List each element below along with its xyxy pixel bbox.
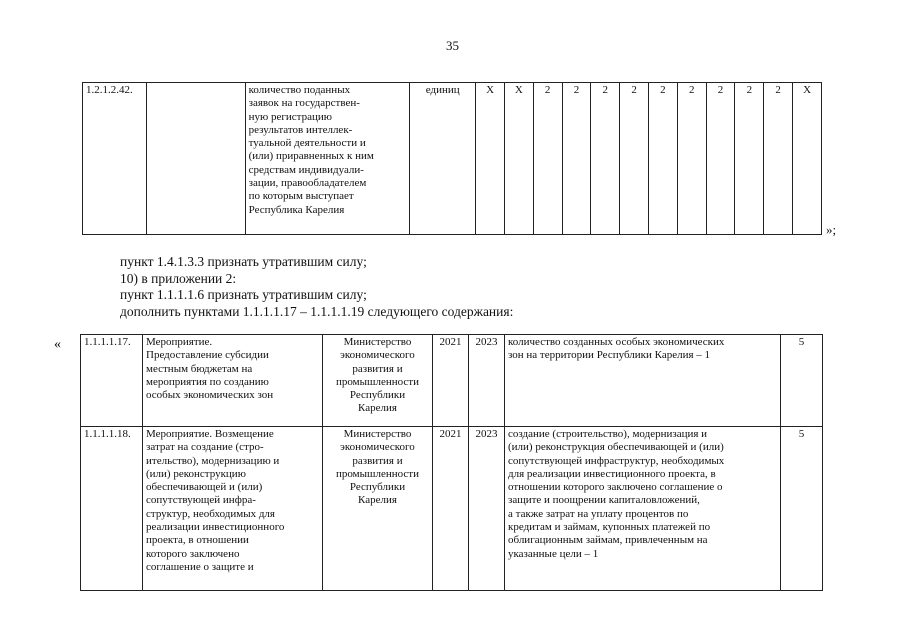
table-row [83, 83, 822, 235]
table-row [81, 335, 823, 427]
indicator-text [249, 84, 407, 217]
text-line: кредитам и займам, купонных платежей по [508, 521, 711, 534]
text-line: средствам индивидуали- [248, 163, 364, 176]
value-cell: 2 [533, 83, 562, 235]
text-line: Министерство [343, 336, 412, 348]
text-line: соглашение о защите и [146, 560, 254, 573]
text-line: отношении которого заключено соглашение о [508, 481, 723, 494]
text-line: облигационным займам, привлеченным на [508, 534, 708, 547]
text-line: промышленности [336, 375, 419, 388]
text-line: количество созданных особых экономических [508, 336, 725, 348]
result-cell [505, 427, 781, 591]
text-line: а также затрат на уплату процентов по [508, 507, 689, 520]
start-year: 2021 [433, 427, 469, 591]
text-line: проекта, в отношении [146, 534, 249, 547]
text-line: которого заключено [146, 547, 240, 560]
text-line: местным бюджетам на [146, 362, 253, 375]
text-line: сопутствующей инфра- [146, 494, 256, 507]
text-line: экономического [340, 349, 415, 362]
text-line: Предоставление субсидии [146, 349, 269, 362]
indicators-table [82, 82, 822, 235]
value-cell: Х [793, 83, 822, 235]
end-year: 2023 [469, 335, 505, 427]
value-cell: 2 [591, 83, 620, 235]
value-cell: 2 [735, 83, 764, 235]
measure-text [146, 428, 319, 574]
value-cell: 2 [677, 83, 706, 235]
text-line: заявок на государствен- [248, 97, 360, 110]
text-line: пункт 1.1.1.1.6 признать утратившим силу; [120, 287, 367, 302]
text-line: 10) в приложении 2: [120, 270, 237, 286]
text-line: Мероприятие. Возмещение [146, 428, 274, 440]
end-year: 2023 [469, 427, 505, 591]
text-line: создание (строительство), модернизация и [508, 428, 708, 440]
text-line: развития и [352, 454, 403, 467]
text-line: количество поданных [248, 84, 351, 96]
text-line: зон на территории Республики Карелия – 1 [508, 349, 711, 362]
text-line: (или) реконструкция обеспечивающей и (или) [508, 441, 724, 454]
text-line: (или) приравненных к ним [248, 150, 374, 163]
text-line: защите и поощрении капиталовложений, [508, 494, 700, 507]
value-cell: 2 [620, 83, 649, 235]
start-year: 2021 [433, 335, 469, 427]
text-line: структур, необходимых для [146, 507, 275, 520]
table-row [81, 427, 823, 591]
text-line: Карелия [358, 402, 397, 415]
text-line: Мероприятие. [146, 336, 213, 348]
amendment-text [120, 254, 513, 320]
executor-cell [323, 335, 433, 427]
text-line: ительство), модернизацию и [146, 454, 280, 467]
link-cell: 5 [781, 335, 823, 427]
text-line: результатов интеллек- [248, 123, 353, 136]
text-line: зации, правообладателем [248, 177, 367, 190]
row-name [146, 83, 245, 235]
text-line: туальной деятельности и [248, 137, 366, 150]
result-text [508, 428, 777, 561]
text-line: Карелия [358, 494, 397, 507]
page-number: 35 [446, 38, 459, 53]
text-line: промышленности [336, 467, 419, 480]
value-cell: Х [504, 83, 533, 235]
row-code: 1.2.1.2.42. [83, 83, 147, 235]
row-code: 1.1.1.1.17. [81, 335, 143, 427]
text-line: затрат на создание (стро- [146, 441, 264, 454]
value-cell: 2 [764, 83, 793, 235]
text-line: (или) реконструкцию [146, 467, 246, 480]
text-line: мероприятия по созданию [146, 375, 269, 388]
executor-text [326, 428, 429, 508]
text-line: реализации инвестиционного [146, 521, 285, 534]
text-line: развития и [352, 362, 403, 375]
value-cell: 2 [562, 83, 591, 235]
text-line: Республика Карелия [248, 203, 345, 216]
opening-quote: « [54, 337, 61, 352]
text-line: обеспечивающей и (или) [146, 481, 263, 494]
text-line: указанные цели – 1 [508, 547, 599, 560]
row-code: 1.1.1.1.18. [81, 427, 143, 591]
measure-cell [143, 335, 323, 427]
executor-text [326, 336, 429, 416]
text-line: по которым выступает [248, 190, 354, 203]
text-line: Республики [349, 389, 406, 402]
text-line: особых экономических зон [146, 389, 274, 402]
indicator-cell [245, 83, 410, 235]
closing-quote: »; [826, 222, 837, 237]
text-line: пункт 1.4.1.3.3 признать утратившим силу; [120, 254, 367, 269]
result-cell [505, 335, 781, 427]
measure-text [146, 336, 319, 402]
executor-cell [323, 427, 433, 591]
text-line: дополнить пунктами 1.1.1.1.17 – 1.1.1.1.19 следующего содержания: [120, 303, 514, 319]
text-line: Республики [349, 481, 406, 494]
measures-table [80, 334, 823, 591]
text-line: сопутствующей инфраструктур, необходимых [508, 454, 725, 467]
link-cell: 5 [781, 427, 823, 591]
text-line: ную регистрацию [248, 110, 332, 123]
measure-cell [143, 427, 323, 591]
value-cell: 2 [706, 83, 735, 235]
value-cell: 2 [649, 83, 678, 235]
unit-cell: единиц [410, 83, 476, 235]
text-line: для реализации инвестиционного проекта, в [508, 467, 716, 480]
text-line: Министерство [343, 428, 412, 440]
result-text [508, 336, 777, 363]
text-line: экономического [340, 441, 415, 454]
value-cell: Х [476, 83, 505, 235]
